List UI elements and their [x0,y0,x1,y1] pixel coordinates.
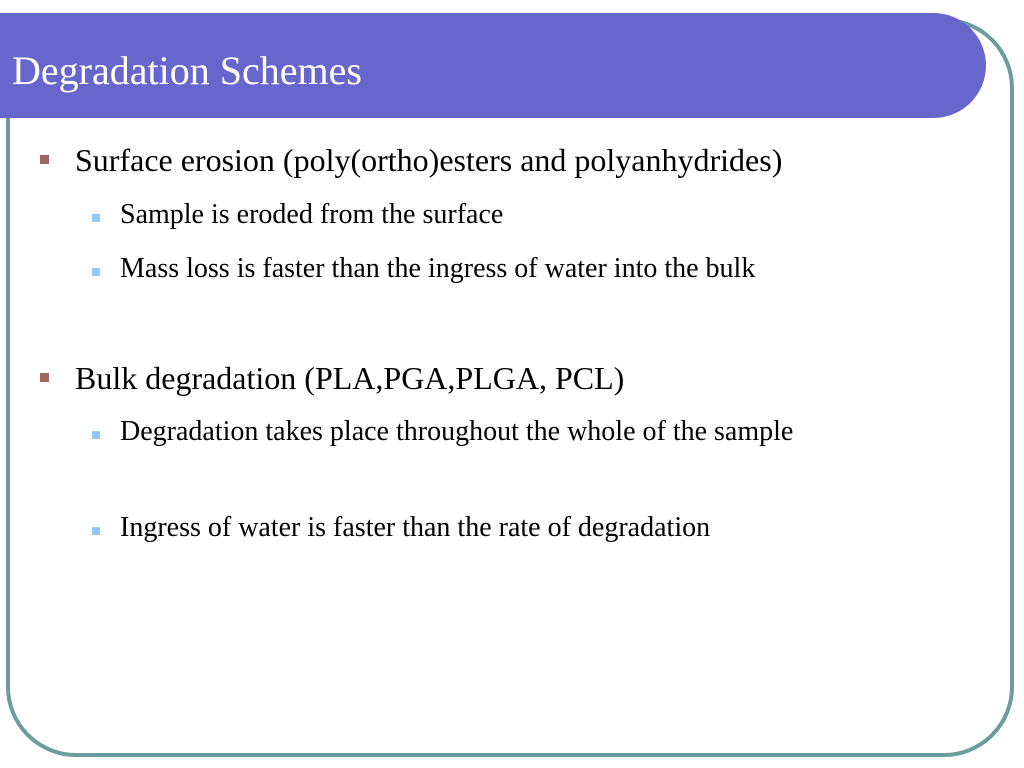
sub-bullet-mass-loss [92,255,972,291]
square-bullet-icon [92,214,100,222]
bullet-surface-erosion [40,141,782,179]
square-bullet-icon [40,373,49,382]
sub-bullet-text: Ingress of water is faster than the rate of degradation [120,512,711,543]
sub-bullet-eroded-surface [92,201,952,237]
sub-bullet-text: Sample is eroded from the surface [120,199,504,230]
bullet-text: Bulk degradation (PLA,PGA,PLGA, PCL) [75,360,625,396]
sub-bullet-text: Degradation takes place throughout the whole of the sample [120,416,794,447]
sub-bullet-text: Mass loss is faster than the ingress of water into the bulk [120,253,756,284]
sub-bullet-degradation-throughout [92,418,892,454]
square-bullet-icon [92,268,100,276]
sub-bullet-ingress-water [92,514,972,550]
bullet-text: Surface erosion (poly(ortho)esters and polyanhydrides) [75,142,783,178]
square-bullet-icon [40,155,49,164]
square-bullet-icon [92,527,100,535]
square-bullet-icon [92,431,100,439]
slide-title: Degradation Schemes [12,48,362,93]
bullet-bulk-degradation [40,359,624,397]
